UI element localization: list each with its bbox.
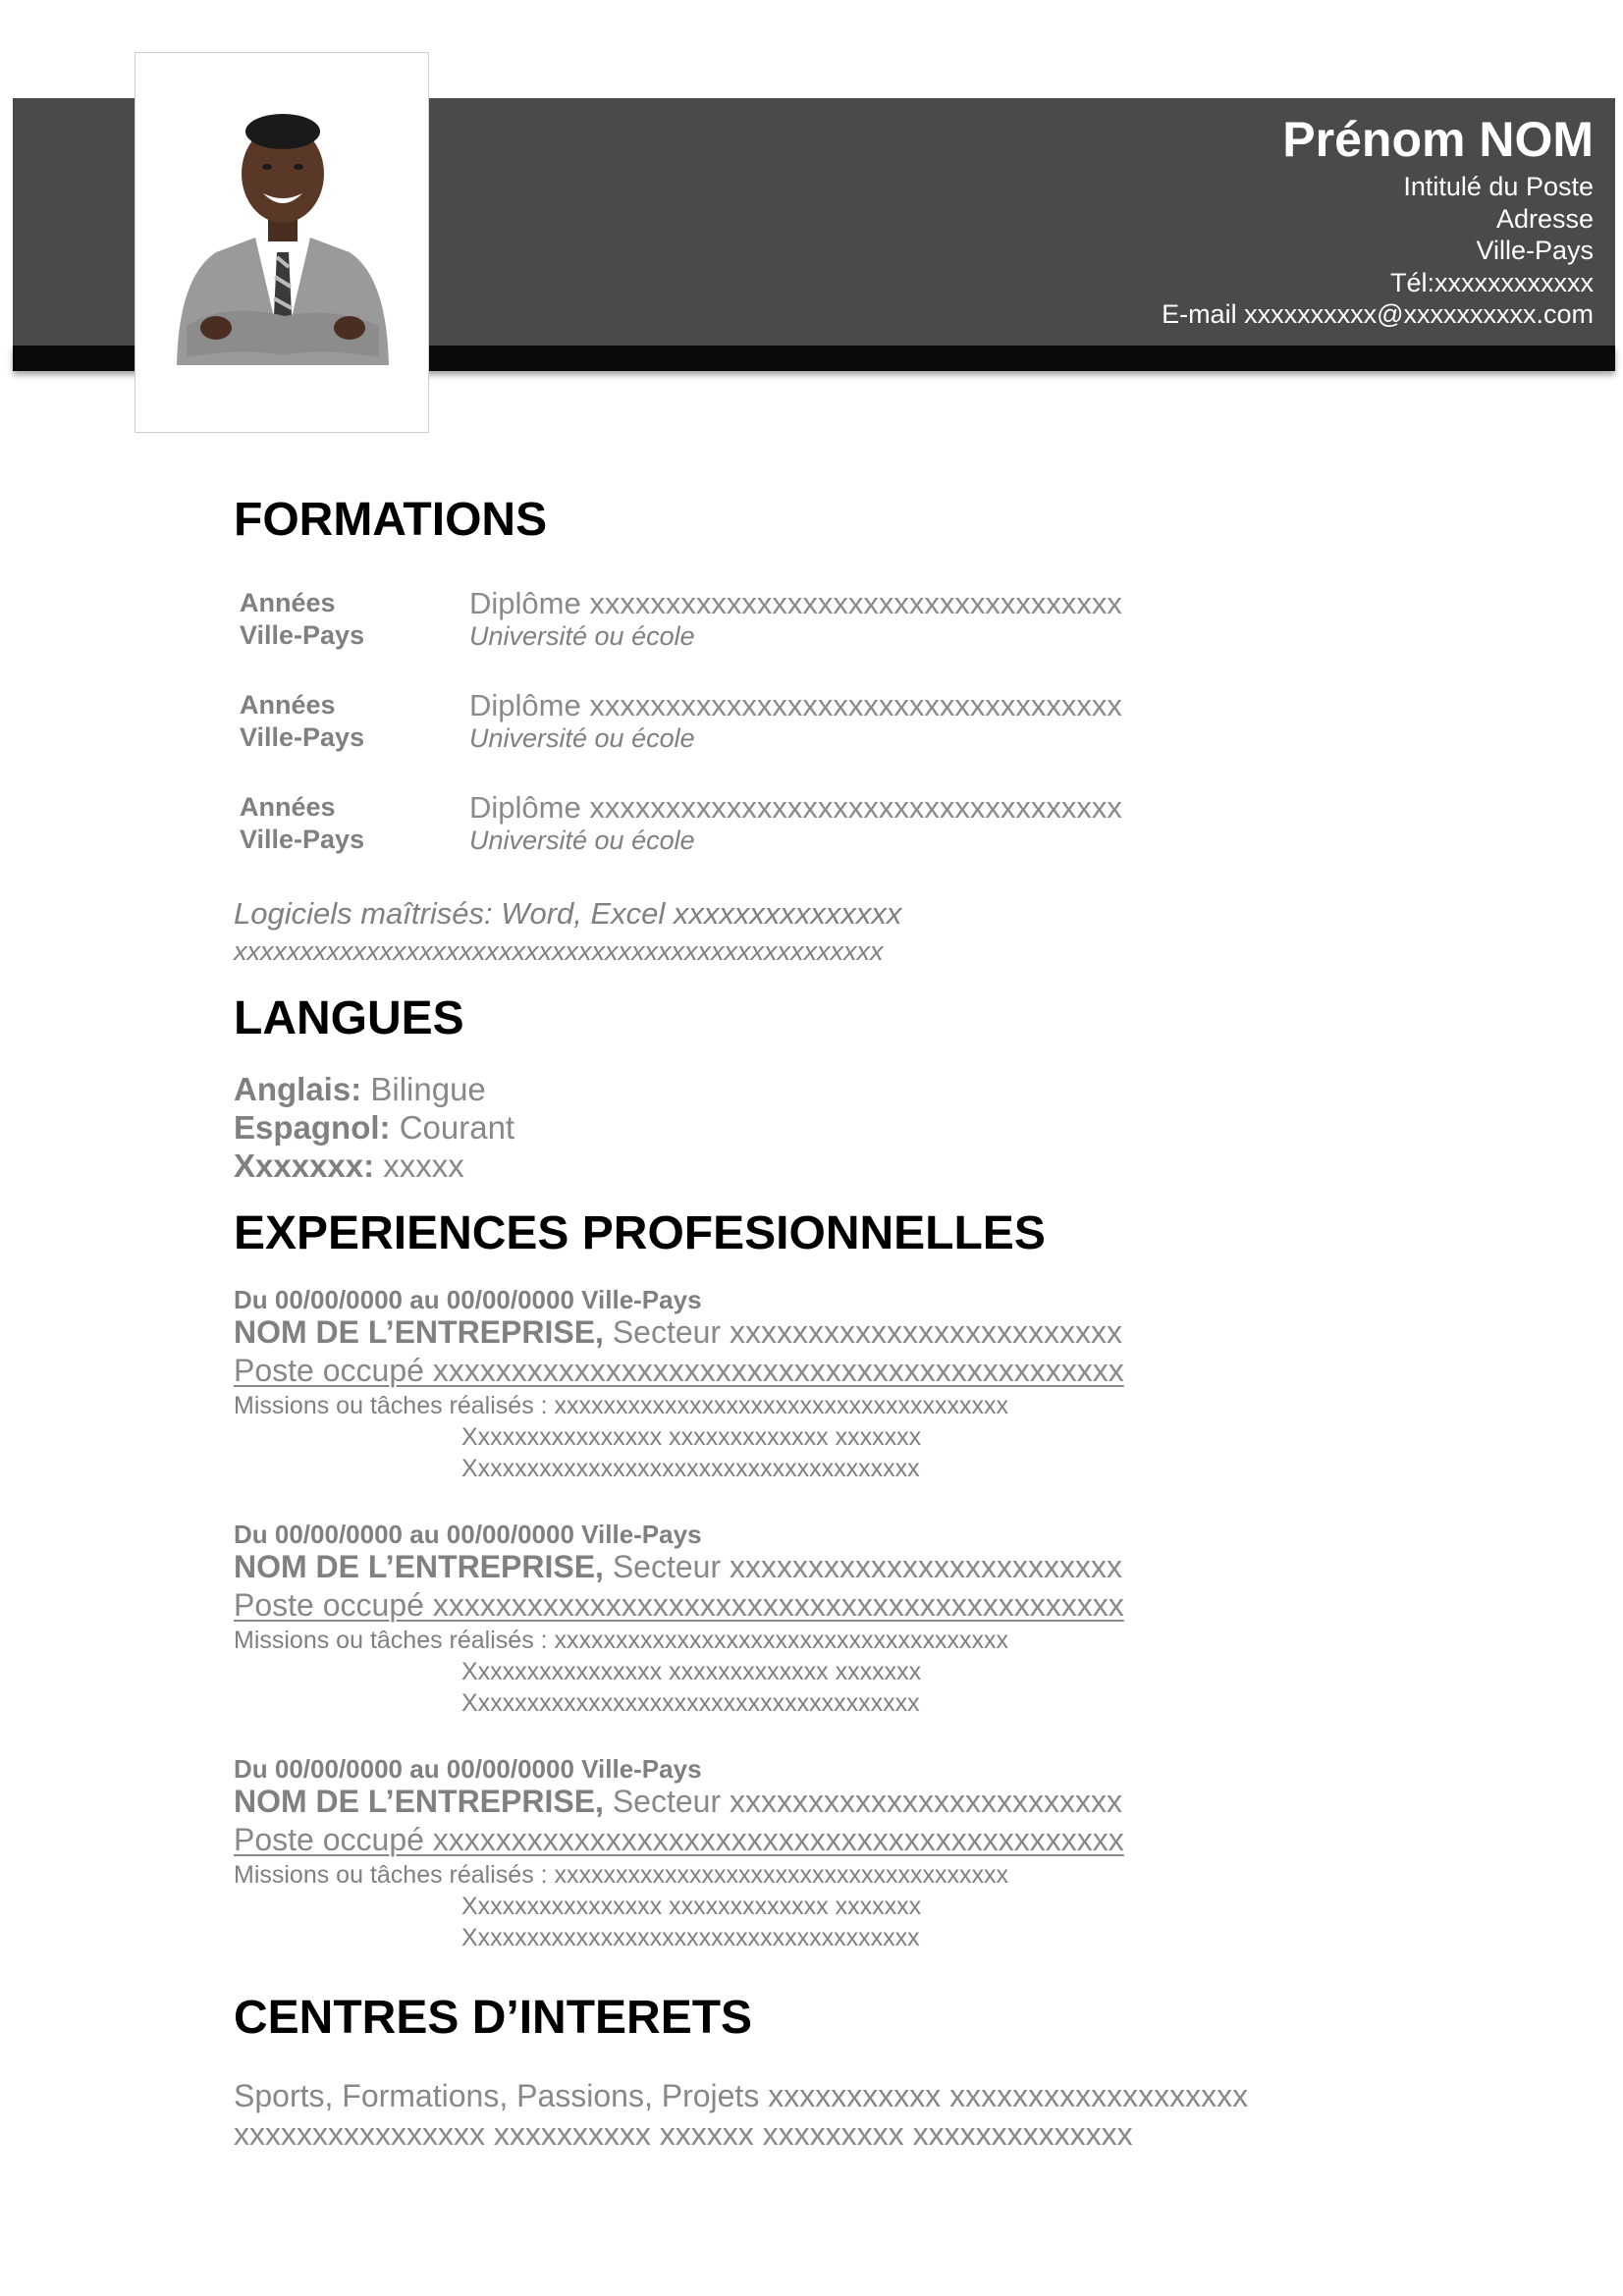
education-years: Années [240,690,336,720]
education-entry [234,791,1412,893]
education-school: Université ou école [469,723,695,753]
interests-line-1: Sports, Formations, Passions, Projets xxxxxxxxxxx xxxxxxxxxxxxxxxxxxx [234,2078,1249,2113]
company-name: NOM DE L’ENTREPRISE, [234,1314,604,1350]
education-years: Années [240,792,336,822]
language-item [234,1070,1412,1108]
language-name: Anglais: [234,1071,362,1107]
software-skills [234,895,1412,970]
education-meta [240,791,364,856]
langues-title: LANGUES [234,992,464,1044]
company-sector: Secteur xxxxxxxxxxxxxxxxxxxxxxxxx [612,1314,1122,1350]
interets-title: CENTRES D’INTERETS [234,1992,753,2044]
position-held: Poste occupé xxxxxxxxxxxxxxxxxxxxxxxxxxxxxxxxxxxxxxxxxxxx [234,1353,1124,1388]
language-item [234,1108,1412,1147]
email: E-mail xxxxxxxxxx@xxxxxxxxxx.com [1162,299,1594,329]
language-item [234,1147,1412,1185]
experience-company-line [234,1784,1412,1820]
city-country: Ville-Pays [1476,236,1594,265]
address: Adresse [1495,203,1594,234]
education-school: Université ou école [469,621,695,651]
education-meta [240,689,364,754]
education-place: Ville-Pays [240,722,365,752]
company-name: NOM DE L’ENTREPRISE, [234,1784,604,1819]
phone: Tél:xxxxxxxxxxxx [1389,267,1594,297]
education-details [469,791,1122,856]
missions: Missions ou tâches réalisés : xxxxxxxxxxxxxxxxxxxxxxxxxxxxxxxxxxxxx [234,1392,1009,1419]
contact-block [1162,108,1594,331]
interests-line-2: xxxxxxxxxxxxxxxx xxxxxxxxxx xxxxxx xxxxxxxxx xxxxxxxxxxxxxx [234,2116,1133,2152]
experience-dates: Du 00/00/0000 au 00/00/0000 Ville-Pays [234,1754,702,1784]
language-level: Courant [399,1109,515,1146]
education-degree: Diplôme xxxxxxxxxxxxxxxxxxxxxxxxxxxxxxxxxxx [469,790,1122,825]
mission-detail: Xxxxxxxxxxxxxxxxxxxxxxxxxxxxxxxxxxxxx [461,1689,920,1717]
education-meta [240,587,364,652]
education-years: Années [240,588,336,617]
missions: Missions ou tâches réalisés : xxxxxxxxxxxxxxxxxxxxxxxxxxxxxxxxxxxxx [234,1627,1009,1654]
experience-company-line [234,1314,1412,1351]
missions: Missions ou tâches réalisés : xxxxxxxxxxxxxxxxxxxxxxxxxxxxxxxxxxxxx [234,1861,1009,1889]
experience-entry [234,1754,1412,1953]
language-level: xxxxx [383,1148,464,1184]
education-degree: Diplôme xxxxxxxxxxxxxxxxxxxxxxxxxxxxxxxxxxx [469,688,1122,722]
education-entry [234,689,1412,791]
position-held: Poste occupé xxxxxxxxxxxxxxxxxxxxxxxxxxxxxxxxxxxxxxxxxxxx [234,1822,1124,1857]
formations-title: FORMATIONS [234,494,548,546]
language-name: Espagnol: [234,1109,391,1146]
company-name: NOM DE L’ENTREPRISE, [234,1549,604,1584]
experience-entry [234,1520,1412,1719]
education-details [469,587,1122,652]
language-level: Bilingue [370,1071,486,1107]
education-place: Ville-Pays [240,620,365,650]
education-degree: Diplôme xxxxxxxxxxxxxxxxxxxxxxxxxxxxxxxxxxx [469,586,1122,620]
profile-photo-frame [135,52,429,433]
experience-company-line [234,1549,1412,1585]
position-held: Poste occupé xxxxxxxxxxxxxxxxxxxxxxxxxxxxxxxxxxxxxxxxxxxx [234,1587,1124,1623]
mission-detail: Xxxxxxxxxxxxxxxxxxxxxxxxxxxxxxxxxxxxx [461,1455,920,1482]
company-sector: Secteur xxxxxxxxxxxxxxxxxxxxxxxxx [612,1784,1122,1819]
experience-dates: Du 00/00/0000 au 00/00/0000 Ville-Pays [234,1285,702,1314]
profile-photo [157,71,408,383]
mission-detail: Xxxxxxxxxxxxxxxx xxxxxxxxxxxxx xxxxxxx [461,1893,922,1920]
company-sector: Secteur xxxxxxxxxxxxxxxxxxxxxxxxx [612,1549,1122,1584]
candidate-name: Prénom NOM [1282,112,1594,167]
interests-text [234,2077,1412,2154]
experience-dates: Du 00/00/0000 au 00/00/0000 Ville-Pays [234,1520,702,1549]
experience-entry [234,1285,1412,1484]
software-line-1: Logiciels maîtrisés: Word, Excel xxxxxxxxxxxxxxx [234,896,902,931]
resume-content [234,491,1412,2154]
language-name: Xxxxxxx: [234,1148,375,1184]
education-place: Ville-Pays [240,825,365,854]
mission-detail: Xxxxxxxxxxxxxxxxxxxxxxxxxxxxxxxxxxxxx [461,1924,920,1951]
mission-detail: Xxxxxxxxxxxxxxxx xxxxxxxxxxxxx xxxxxxx [461,1658,922,1685]
job-title: Intitulé du Poste [1403,172,1594,201]
mission-detail: Xxxxxxxxxxxxxxxx xxxxxxxxxxxxx xxxxxxx [461,1423,922,1451]
education-entry [234,587,1412,689]
education-details [469,689,1122,754]
education-school: Université ou école [469,826,695,855]
software-line-2: xxxxxxxxxxxxxxxxxxxxxxxxxxxxxxxxxxxxxxxxxxxxxxxxx [234,936,884,966]
experiences-title: EXPERIENCES PROFESIONNELLES [234,1207,1046,1259]
